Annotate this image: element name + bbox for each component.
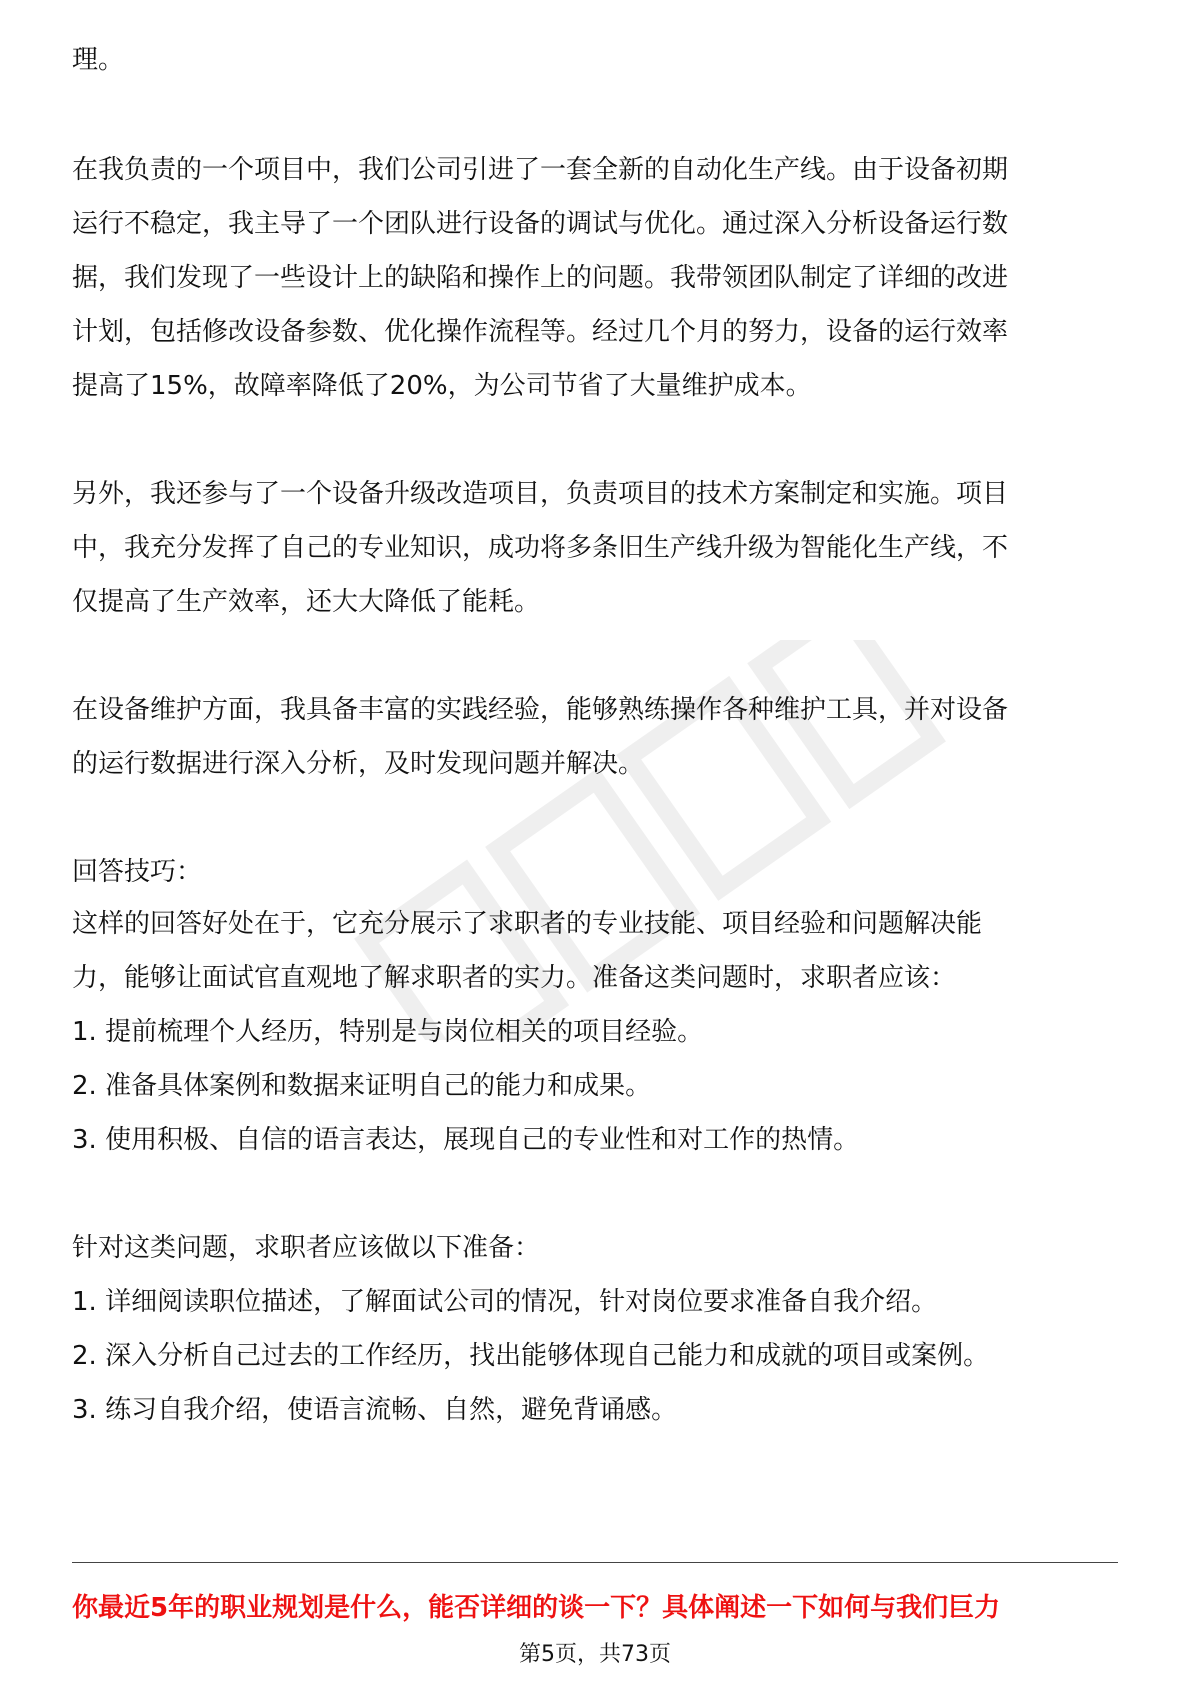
list-item: 3. 使用积极、自信的语言表达，展现自己的专业性和对工作的热情。: [72, 1125, 860, 1155]
list-item: 1. 详细阅读职位描述，了解面试公司的情况，针对岗位要求准备自我介绍。: [72, 1287, 938, 1317]
paragraph-line: 在我负责的一个项目中，我们公司引进了一套全新的自动化生产线。由于设备初期: [72, 155, 1009, 185]
list-item: 2. 深入分析自己过去的工作经历，找出能够体现自己能力和成就的项目或案例。: [72, 1341, 990, 1371]
paragraph-line: 另外，我还参与了一个设备升级改造项目，负责项目的技术方案制定和实施。项目: [72, 479, 1009, 509]
page-number: 第5页，共73页: [519, 1642, 671, 1667]
section-heading: 回答技巧：: [72, 857, 203, 887]
list-item: 3. 练习自我介绍，使语言流畅、自然，避免背诵感。: [72, 1395, 678, 1425]
next-question-heading: 你最近5年的职业规划是什么，能否详细的谈一下？具体阐述一下如何与我们巨力: [72, 1593, 1001, 1623]
paragraph-line: 中，我充分发挥了自己的专业知识，成功将多条旧生产线升级为智能化生产线，不: [72, 533, 1009, 563]
section-divider: [72, 1562, 1118, 1563]
paragraph-line: 提高了15%，故障率降低了20%，为公司节省了大量维护成本。: [72, 371, 812, 401]
paragraph-line: 理。: [72, 45, 125, 75]
list-item: 1. 提前梳理个人经历，特别是与岗位相关的项目经验。: [72, 1017, 704, 1047]
paragraph-line: 力，能够让面试官直观地了解求职者的实力。准备这类问题时，求职者应该：: [72, 963, 957, 993]
paragraph-line: 针对这类问题，求职者应该做以下准备：: [72, 1233, 541, 1263]
list-item: 2. 准备具体案例和数据来证明自己的能力和成果。: [72, 1071, 652, 1101]
paragraph-line: 运行不稳定，我主导了一个团队进行设备的调试与优化。通过深入分析设备运行数: [72, 209, 1009, 239]
paragraph-line: 的运行数据进行深入分析，及时发现问题并解决。: [72, 749, 645, 779]
paragraph-line: 计划，包括修改设备参数、优化操作流程等。经过几个月的努力，设备的运行效率: [72, 317, 1009, 347]
paragraph-line: 这样的回答好处在于，它充分展示了求职者的专业技能、项目经验和问题解决能: [72, 909, 983, 939]
paragraph-line: 在设备维护方面，我具备丰富的实践经验，能够熟练操作各种维护工具，并对设备: [72, 695, 1009, 725]
paragraph-line: 仅提高了生产效率，还大大降低了能耗。: [72, 587, 541, 617]
paragraph-line: 据，我们发现了一些设计上的缺陷和操作上的问题。我带领团队制定了详细的改进: [72, 263, 1009, 293]
